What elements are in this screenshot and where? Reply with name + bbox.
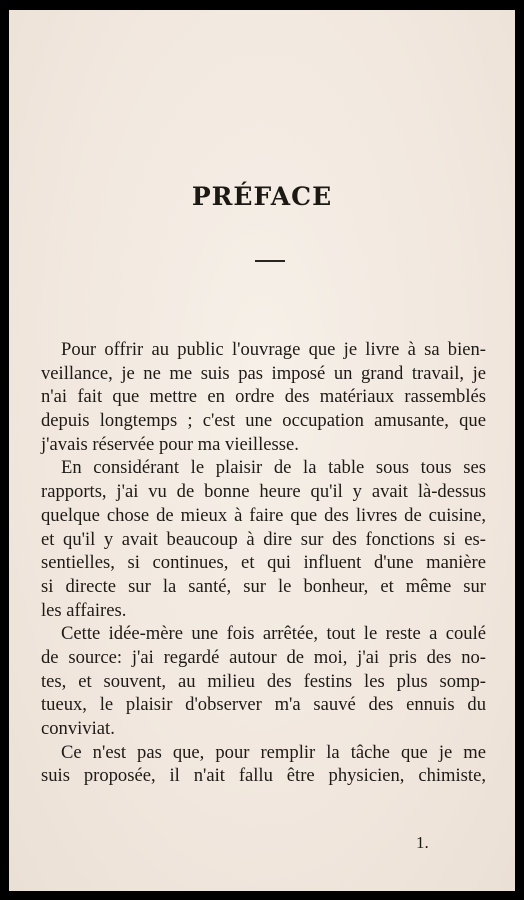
text-line: si directe sur la santé, sur le bonheur, et même sur	[41, 575, 486, 597]
preface-text	[41, 338, 486, 788]
text-line: depuis longtemps ; c'est une occupation amusante, que	[41, 410, 486, 432]
text-line: Cette idée-mère une fois arrêtée, tout le reste a coulé	[61, 623, 486, 645]
text-line: En considérant le plaisir de la table sous tous ses	[61, 457, 486, 479]
text-line: n'ai fait que mettre en ordre des matériaux rassemblés	[41, 386, 486, 408]
text-line: veillance, je ne me suis pas imposé un grand travail, je	[41, 362, 486, 384]
text-line: et qu'il y avait beaucoup à dire sur des fonctions si es-	[41, 528, 486, 550]
text-line: tes, et souvent, au milieu des festins les plus somp-	[41, 670, 486, 692]
text-line: conviviat.	[41, 718, 115, 739]
page-number: 1.	[416, 833, 429, 852]
text-line: Ce n'est pas que, pour remplir la tâche que je me	[61, 741, 486, 763]
text-line: suis proposée, il n'ait fallu être physicien, chimiste,	[41, 765, 486, 787]
text-line: les affaires.	[41, 599, 127, 621]
title-divider	[255, 260, 285, 262]
book-page	[9, 10, 515, 891]
text-line: sentielles, si continues, et qui influent d'une manière	[41, 552, 486, 574]
text-line: quelque chose de mieux à faire que des livres de cuisine,	[41, 504, 486, 526]
page-title: PRÉFACE	[191, 182, 333, 211]
text-line: Pour offrir au public l'ouvrage que je livre à sa bien-	[61, 339, 486, 360]
text-line: rapports, j'ai vu de bonne heure qu'il y avait là-dessus	[41, 481, 486, 503]
text-line: j'avais réservée pour ma vieillesse.	[41, 433, 299, 455]
text-line: de source: j'ai regardé autour de moi, j'ai pris des no-	[41, 646, 486, 668]
text-line: tueux, le plaisir d'observer m'a sauvé des ennuis du	[41, 694, 486, 716]
